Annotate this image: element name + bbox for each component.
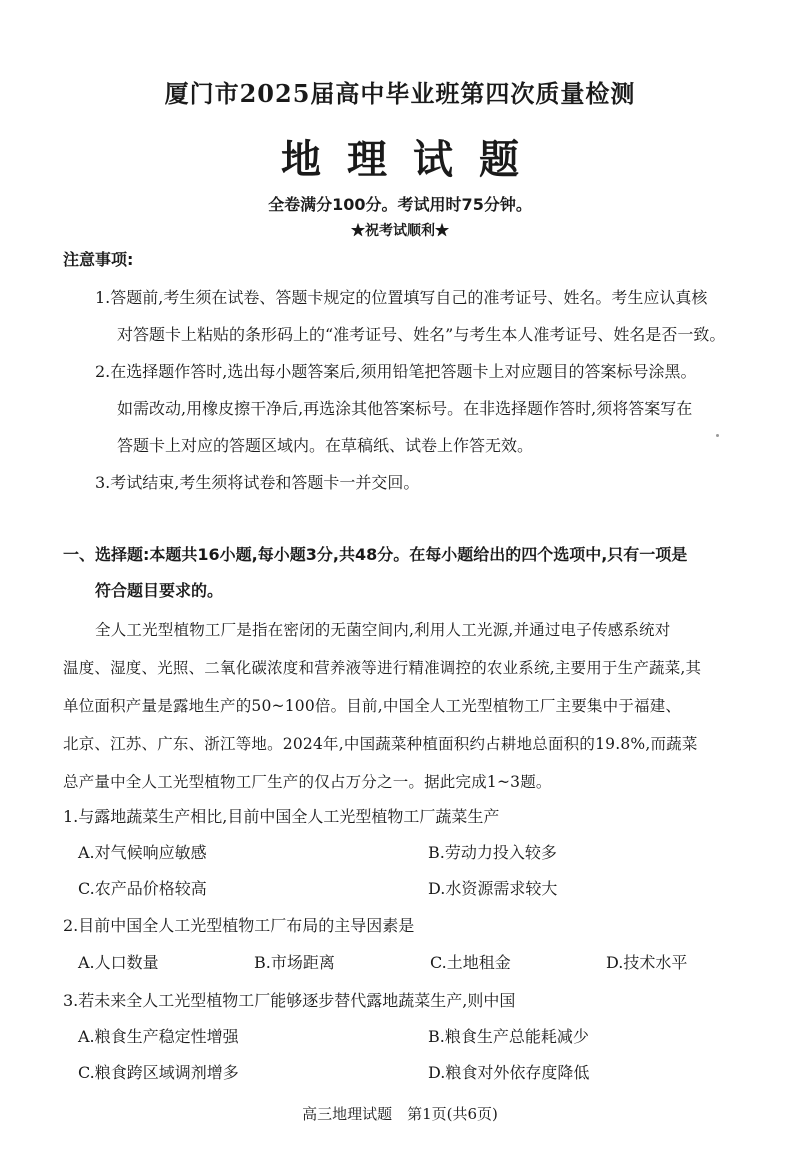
scan-speck — [716, 434, 719, 437]
question-1-option-a: A.对气候响应敏感 — [78, 843, 207, 862]
question-3-option-b: B.粮食生产总能耗减少 — [428, 1027, 589, 1046]
notice-item-2-line-2: 如需改动,用橡皮擦干净后,再选涂其他答案标号。在非选择题作答时,须将答案写在 — [117, 399, 693, 418]
question-2-option-a: A.人口数量 — [78, 953, 159, 972]
subject-title: 地理试题 — [281, 136, 545, 183]
notice-item-3-line-1: 3.考试结束,考生须将试卷和答题卡一并交回。 — [95, 473, 420, 492]
passage-line-2: 温度、湿度、光照、二氧化碳浓度和营养液等进行精准调控的农业系统,主要用于生产蔬菜,其 — [63, 659, 702, 677]
question-3-option-a: A.粮食生产稳定性增强 — [78, 1027, 239, 1046]
exam-info: 全卷满分100分。考试用时75分钟。 — [268, 195, 532, 214]
exam-title: 厦门市2025届高中毕业班第四次质量检测 — [164, 79, 636, 108]
notice-item-2-line-1: 2.在选择题作答时,选出每小题答案后,须用铅笔把答题卡上对应题目的答案标号涂黑。 — [95, 362, 697, 381]
question-1-option-b: B.劳动力投入较多 — [428, 843, 557, 862]
question-1-option-c: C.农产品价格较高 — [78, 879, 207, 898]
notice-heading: 注意事项: — [63, 250, 134, 269]
question-1-option-d: D.水资源需求较大 — [428, 879, 558, 898]
question-2-stem: 2.目前中国全人工光型植物工厂布局的主导因素是 — [63, 916, 415, 935]
notice-item-1-line-1: 1.答题前,考生须在试卷、答题卡规定的位置填写自己的准考证号、姓名。考生应认真核 — [95, 288, 708, 307]
question-3-option-d: D.粮食对外依存度降低 — [428, 1063, 590, 1082]
passage-line-3: 单位面积产量是露地生产的50~100倍。目前,中国全人工光型植物工厂主要集中于福建、 — [63, 697, 682, 715]
notice-item-2-line-3: 答题卡上对应的答题区域内。在草稿纸、试卷上作答无效。 — [117, 436, 534, 455]
question-2-option-d: D.技术水平 — [606, 953, 688, 972]
passage-line-4: 北京、江苏、广东、浙江等地。2024年,中国蔬菜种植面积约占耕地总面积的19.8%,而蔬菜 — [63, 735, 698, 753]
question-2-option-b: B.市场距离 — [254, 953, 335, 972]
passage-line-1: 全人工光型植物工厂是指在密闭的无菌空间内,利用人工光源,并通过电子传感系统对 — [95, 621, 671, 639]
question-1-stem: 1.与露地蔬菜生产相比,目前中国全人工光型植物工厂蔬菜生产 — [63, 807, 500, 826]
question-2-option-c: C.土地租金 — [430, 953, 511, 972]
section-heading: 一、选择题:本题共16小题,每小题3分,共48分。在每小题给出的四个选项中,只有一项是 — [63, 545, 688, 564]
section-heading-continued: 符合题目要求的。 — [95, 581, 224, 600]
question-3-stem: 3.若未来全人工光型植物工厂能够逐步替代露地蔬菜生产,则中国 — [63, 991, 516, 1010]
blessing-line: ★祝考试顺利★ — [351, 223, 449, 239]
page-footer: 高三地理试题 第1页(共6页) — [302, 1105, 498, 1123]
question-3-option-c: C.粮食跨区域调剂增多 — [78, 1063, 239, 1082]
passage-line-5: 总产量中全人工光型植物工厂生产的仅占万分之一。据此完成1~3题。 — [63, 773, 552, 791]
notice-item-1-line-2: 对答题卡上粘贴的条形码上的“准考证号、姓名”与考生本人准考证号、姓名是否一致。 — [117, 325, 726, 344]
